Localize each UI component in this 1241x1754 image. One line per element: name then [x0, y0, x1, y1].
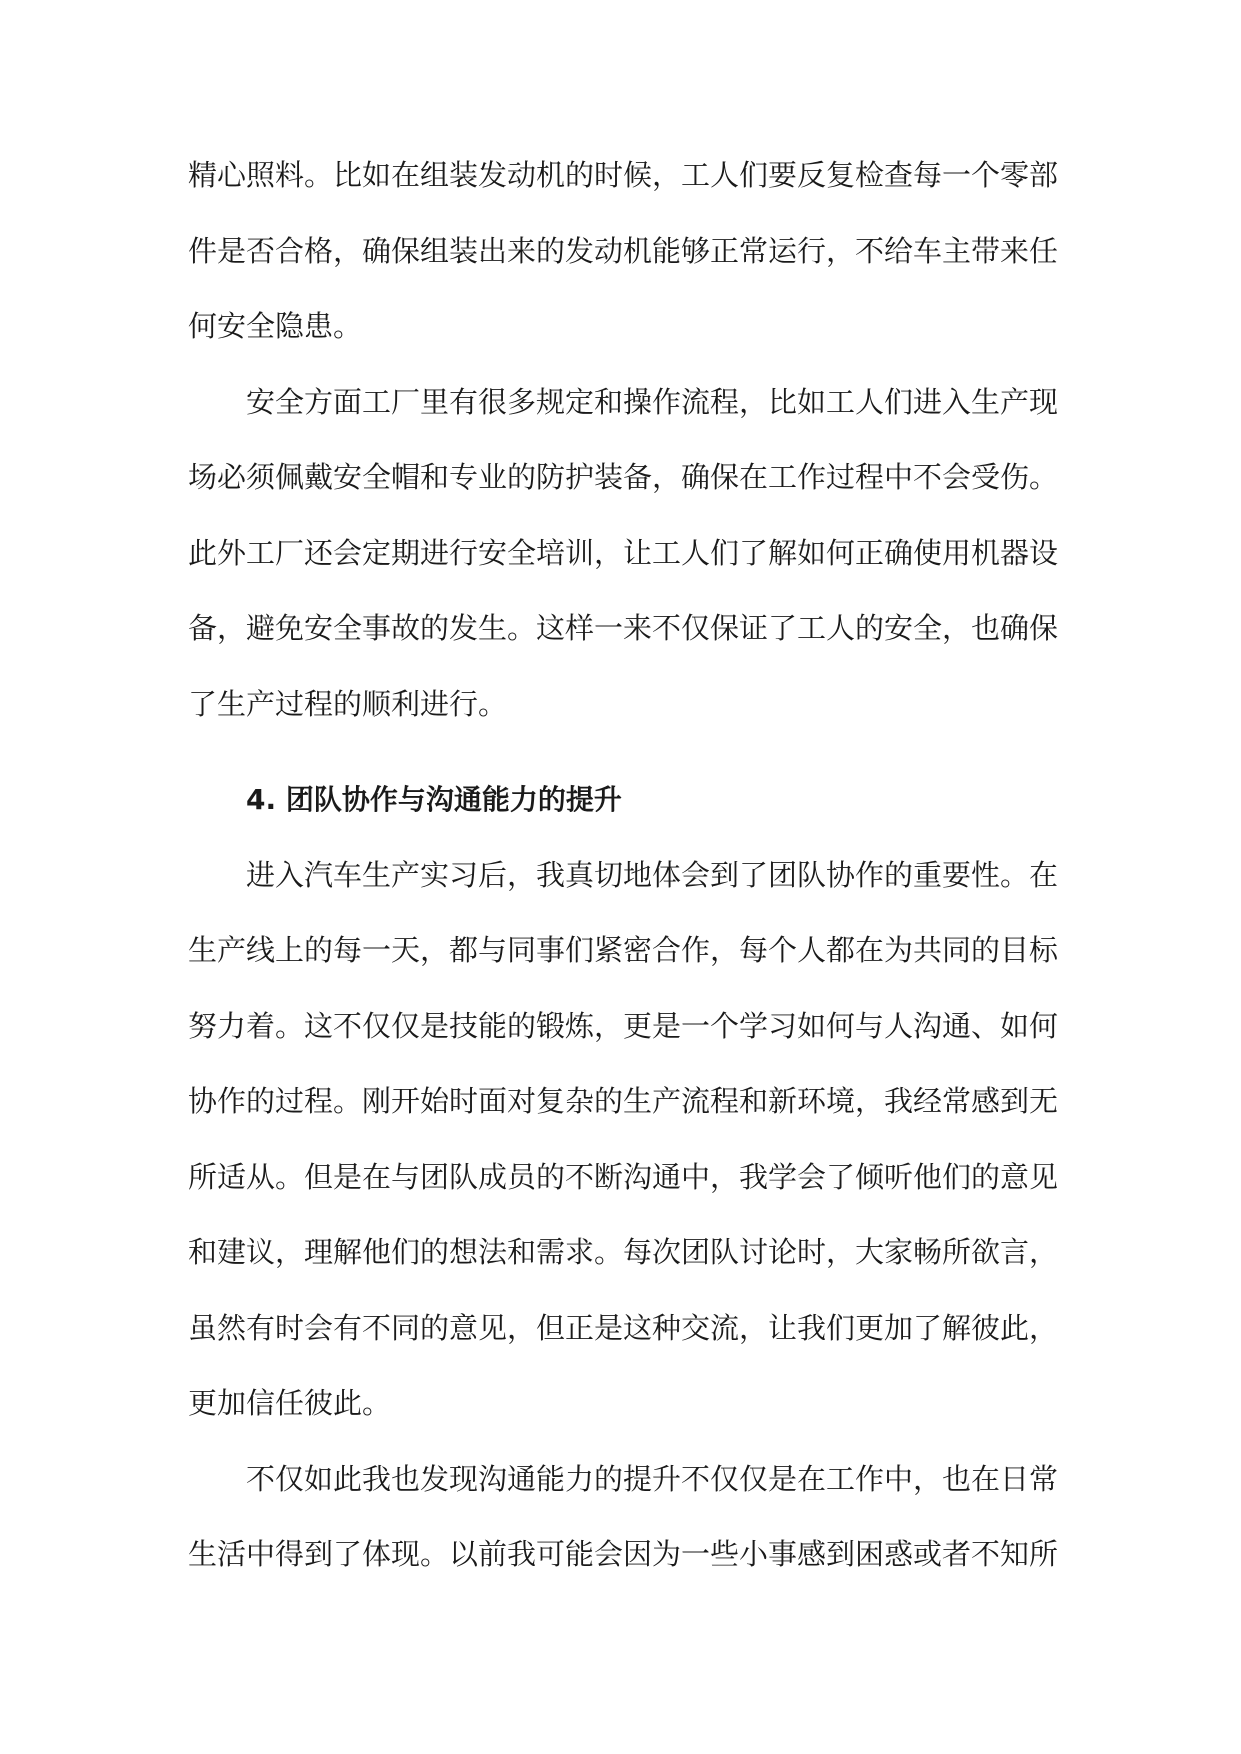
paragraph-teamwork: 进入汽车生产实习后，我真切地体会到了团队协作的重要性。在生产线上的每一天，都与同事们紧密合作，每个人都在为共同的目标努力着。这不仅仅是技能的锻炼，更是一个学习如何与人沟通、如何协作的过程。刚开始时面对复杂的生产流程和新环境，我经常感到无所适从。但是在与团队成员的不断沟通中，我学会了倾听他们的意见和建议，理解他们的想法和需求。每次团队讨论时，大家畅所欲言，虽然有时会有不同的意见，但正是这种交流，让我们更加了解彼此，更加信任彼此。	[188, 857, 1059, 1420]
paragraph-communication: 不仅如此我也发现沟通能力的提升不仅仅是在工作中，也在日常生活中得到了体现。以前我可能会因为一些小事感到困惑或者不知所	[188, 1461, 1059, 1571]
document-body	[188, 138, 1058, 1593]
paragraph-product-quality: 精心照料。比如在组装发动机的时候，工人们要反复检查每一个零部件是否合格，确保组装出来的发动机能够正常运行，不给车主带来任何安全隐患。	[188, 158, 1059, 343]
paragraph-safety: 安全方面工厂里有很多规定和操作流程，比如工人们进入生产现场必须佩戴安全帽和专业的防护装备，确保在工作过程中不会受伤。此外工厂还会定期进行安全培训，让工人们了解如何正确使用机器设备，避免安全事故的发生。这样一来不仅保证了工人的安全，也确保了生产过程的顺利进行。	[188, 384, 1059, 721]
section-heading: 4. 团队协作与沟通能力的提升	[246, 783, 622, 816]
